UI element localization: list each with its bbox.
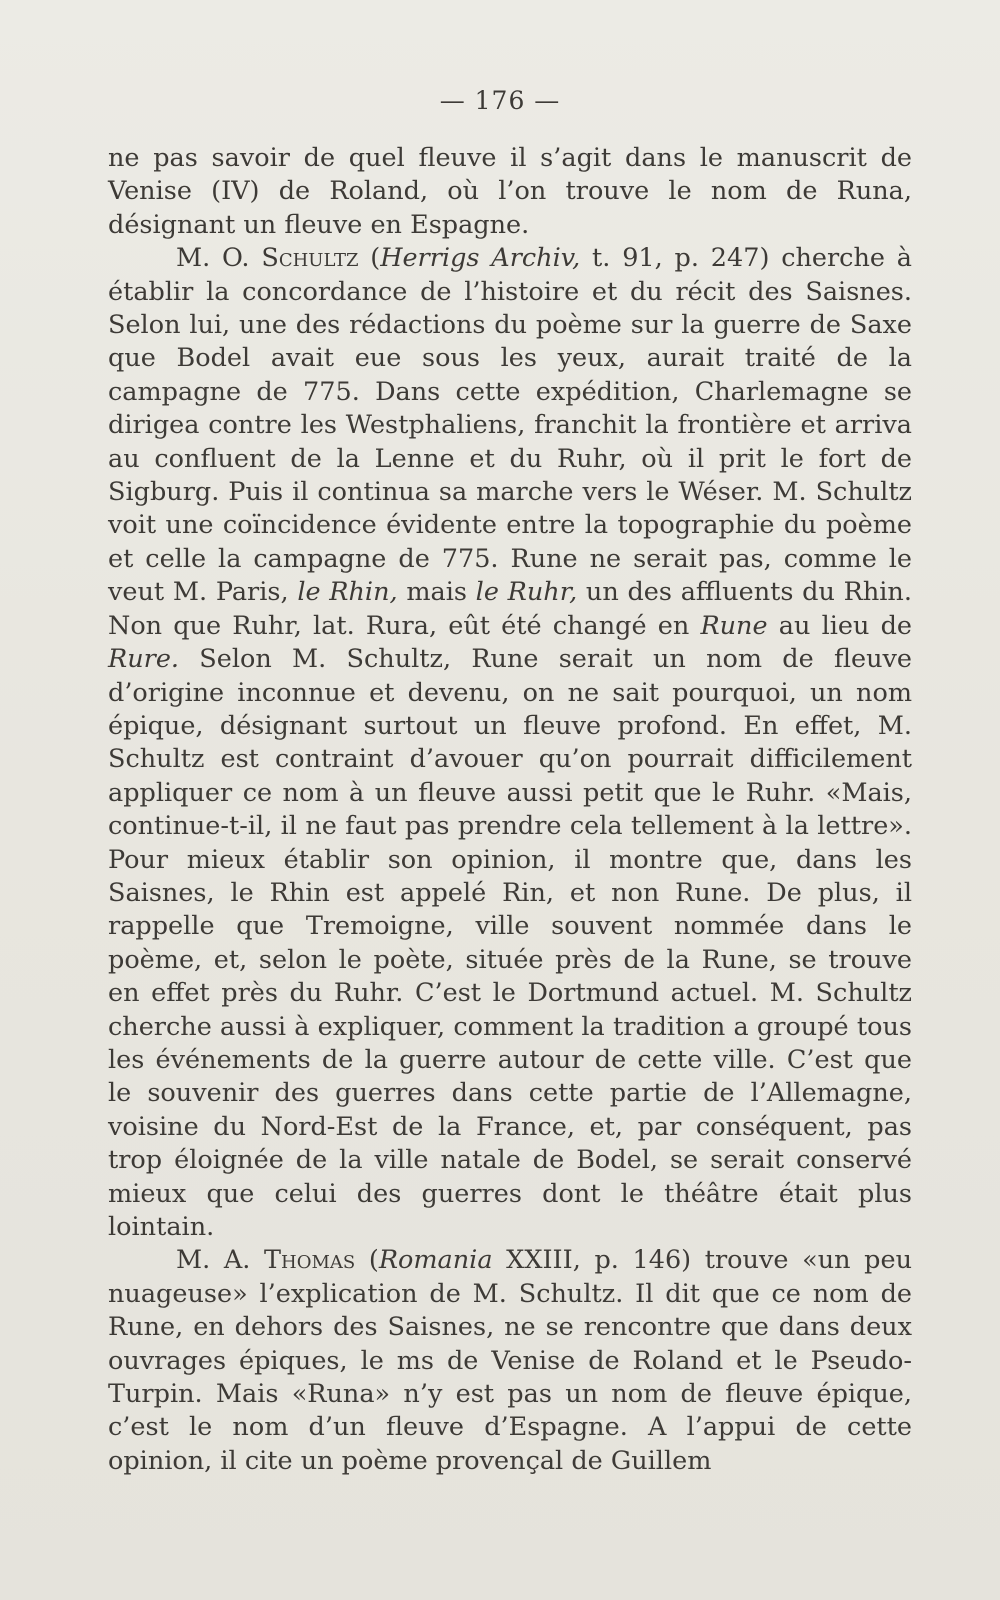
italic-text: Rure. — [108, 644, 180, 675]
italic-text: Romania — [378, 1245, 493, 1276]
text-run: un des affluents du Rhin. Non que Ruhr, lat. Rura, eût été changé en — [108, 577, 912, 641]
text-run: au lieu de — [767, 610, 913, 641]
author-name: Schultz — [261, 243, 359, 274]
text-run: t. 91, p. 247) cherche à établir la concordance de l’histoire et du récit des Saisnes. Selon lui, une des rédactions du poème sur la guerre de Saxe que Bodel avait eue sous les yeux, aurait traité de la campagne de 775. Dans cette expédition, Charlemagne se dirigea contre les Westphaliens, franchit la frontière et arriva au confluent de la Lenne et du Ruhr, où il prit le fort de Sigburg. Puis il continua sa marche vers le Wéser. M. Schultz voit une coïncidence évidente entre la topographie du poème et celle la campagne de 775. Rune ne serait pas, comme le veut M. Paris, — [108, 243, 912, 608]
body-text — [108, 142, 912, 1478]
author-name: Thomas — [264, 1245, 356, 1276]
italic-text: le Ruhr, — [475, 577, 578, 608]
page-number: — 176 — — [439, 86, 561, 115]
text-run: Selon M. Schultz, Rune serait un nom de fleuve d’origine inconnue et devenu, on ne sait pourquoi, un nom épique, désignant surtout un fleuve profond. En effet, M. Schultz est contraint d’avouer qu’on pourrait difficilement appliquer ce nom à un fleuve aussi petit que le Ruhr. «Mais, continue-t-il, il ne faut pas prendre cela tellement à la lettre». Pour mieux établir son opinion, il montre que, dans les Saisnes, le Rhin est appelé Rin, et non Rune. De plus, il rappelle que Tremoigne, ville souvent nommée dans le poème, et, selon le poète, située près de la Rune, se trouve en effet près du Ruhr. C’est le Dortmund actuel. M. Schultz cherche aussi à expliquer, comment la tradition a groupé tous les événements de la guerre autour de cette ville. C’est que le souvenir des guerres dans cette partie de l’Allemagne, voisine du Nord-Est de la France, et, par conséquent, pas trop éloignée de la ville natale de Bodel, se serait conservé mieux que celui des guerres dont le théâtre était plus lointain. — [108, 644, 912, 1242]
text-run: ne pas savoir de quel fleuve il s’agit dans le manuscrit de Venise (IV) de Roland, où l’on trouve le nom de Runa, désignant un fleuve en Espagne. — [108, 143, 912, 240]
text-run: XXIII, p. 146) trouve «un peu nuageuse» l’explication de M. Schultz. Il dit que ce nom de Rune, en dehors des Saisnes, ne se rencontre que dans deux ouvrages épiques, le ms de Venise de Roland et le Pseudo-Turpin. Mais «Runa» n’y est pas un nom de fleuve épique, c’est le nom d’un fleuve d’Espagne. A l’appui de cette opinion, il cite un poème provençal de Guillem — [108, 1245, 913, 1476]
italic-text: Herrigs Archiv, — [380, 243, 581, 274]
text-run: mais — [397, 577, 476, 608]
paragraph — [108, 242, 912, 1244]
paragraph — [108, 1244, 912, 1478]
paragraph — [108, 142, 912, 242]
text-run: ( — [358, 243, 381, 274]
italic-text: Rune — [700, 610, 768, 641]
text-run: ( — [355, 1245, 379, 1276]
text-run: M. O. — [176, 243, 262, 274]
text-run: M. A. — [176, 1245, 264, 1276]
italic-text: le Rhin, — [297, 577, 398, 608]
